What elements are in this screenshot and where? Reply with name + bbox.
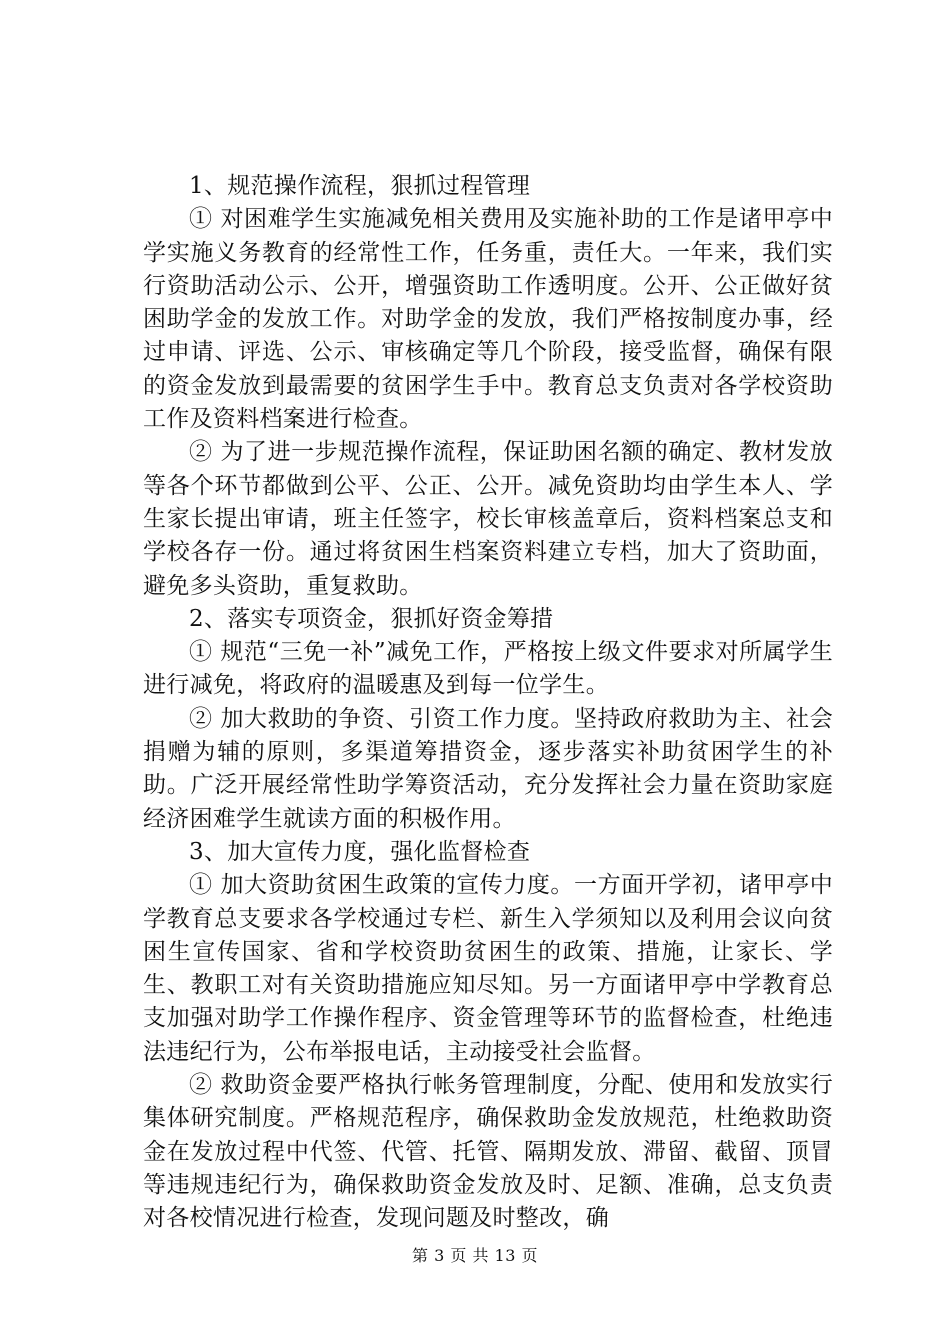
paragraph-3-2: ② 救助资金要严格执行帐务管理制度，分配、使用和发放实行集体研究制度。严格规范程序，确保救助金发放规范，杜绝救助资金在发放过程中代签、代管、托管、隔期发放、滞留、截留、顶冒等违规违纪行为，确保救助资金发放及时、足额、准确，总支负责对各校情况进行检查，发现问题及时整改，确 [143, 1072, 833, 1232]
section-heading-1: 1、规范操作流程，狠抓过程管理 [189, 173, 531, 199]
paragraph-2-2: ② 加大救助的争资、引资工作力度。坚持政府救助为主、社会捐赠为辅的原则，多渠道筹措资金，逐步落实补助贫困学生的补助。广泛开展经常性助学筹资活动，充分发挥社会力量在资助家庭经济困难学生就读方面的积极作用。 [143, 705, 833, 832]
section-heading-3: 3、加大宣传力度，强化监督检查 [189, 838, 531, 865]
page-number-footer: 第 3 页 共 13 页 [412, 1246, 538, 1265]
paragraph-3-1: ① 加大资助贫困生政策的宣传力度。一方面开学初，诸甲亭中学教育总支要求各学校通过专栏、新生入学须知以及利用会议向贫困生宣传国家、省和学校资助贫困生的政策、措施，让家长、学生、教职工对有关资助措施应知尽知。另一方面诸甲亭中学教育总支加强对助学工作操作程序、资金管理等环节的监督检查，杜绝违法违纪行为，公布举报电话，主动接受社会监督。 [143, 872, 833, 1065]
paragraph-1-2: ② 为了进一步规范操作流程，保证助困名额的确定、教材发放等各个环节都做到公平、公正、公开。减免资助均由学生本人、学生家长提出审请，班主任签字，校长审核盖章后，资料档案总支和学校各存一份。通过将贫困生档案资料建立专档，加大了资助面，避免多头资助，重复救助。 [143, 439, 833, 599]
paragraph-1-1: ① 对困难学生实施减免相关费用及实施补助的工作是诸甲亭中学实施义务教育的经常性工作，任务重，责任大。一年来，我们实行资助活动公示、公开，增强资助工作透明度。公开、公正做好贫困助学金的发放工作。对助学金的发放，我们严格按制度办事，经过申请、评选、公示、审核确定等几个阶段，接受监督，确保有限的资金发放到最需要的贫困学生手中。教育总支负责对各学校资助工作及资料档案进行检查。 [143, 206, 833, 433]
section-heading-2: 2、落实专项资金，狠抓好资金筹措 [189, 605, 554, 632]
document-body [143, 170, 833, 1236]
paragraph-2-1: ① 规范“三免一补”减免工作，严格按上级文件要求对所属学生进行减免，将政府的温暖惠及到每一位学生。 [143, 639, 833, 699]
